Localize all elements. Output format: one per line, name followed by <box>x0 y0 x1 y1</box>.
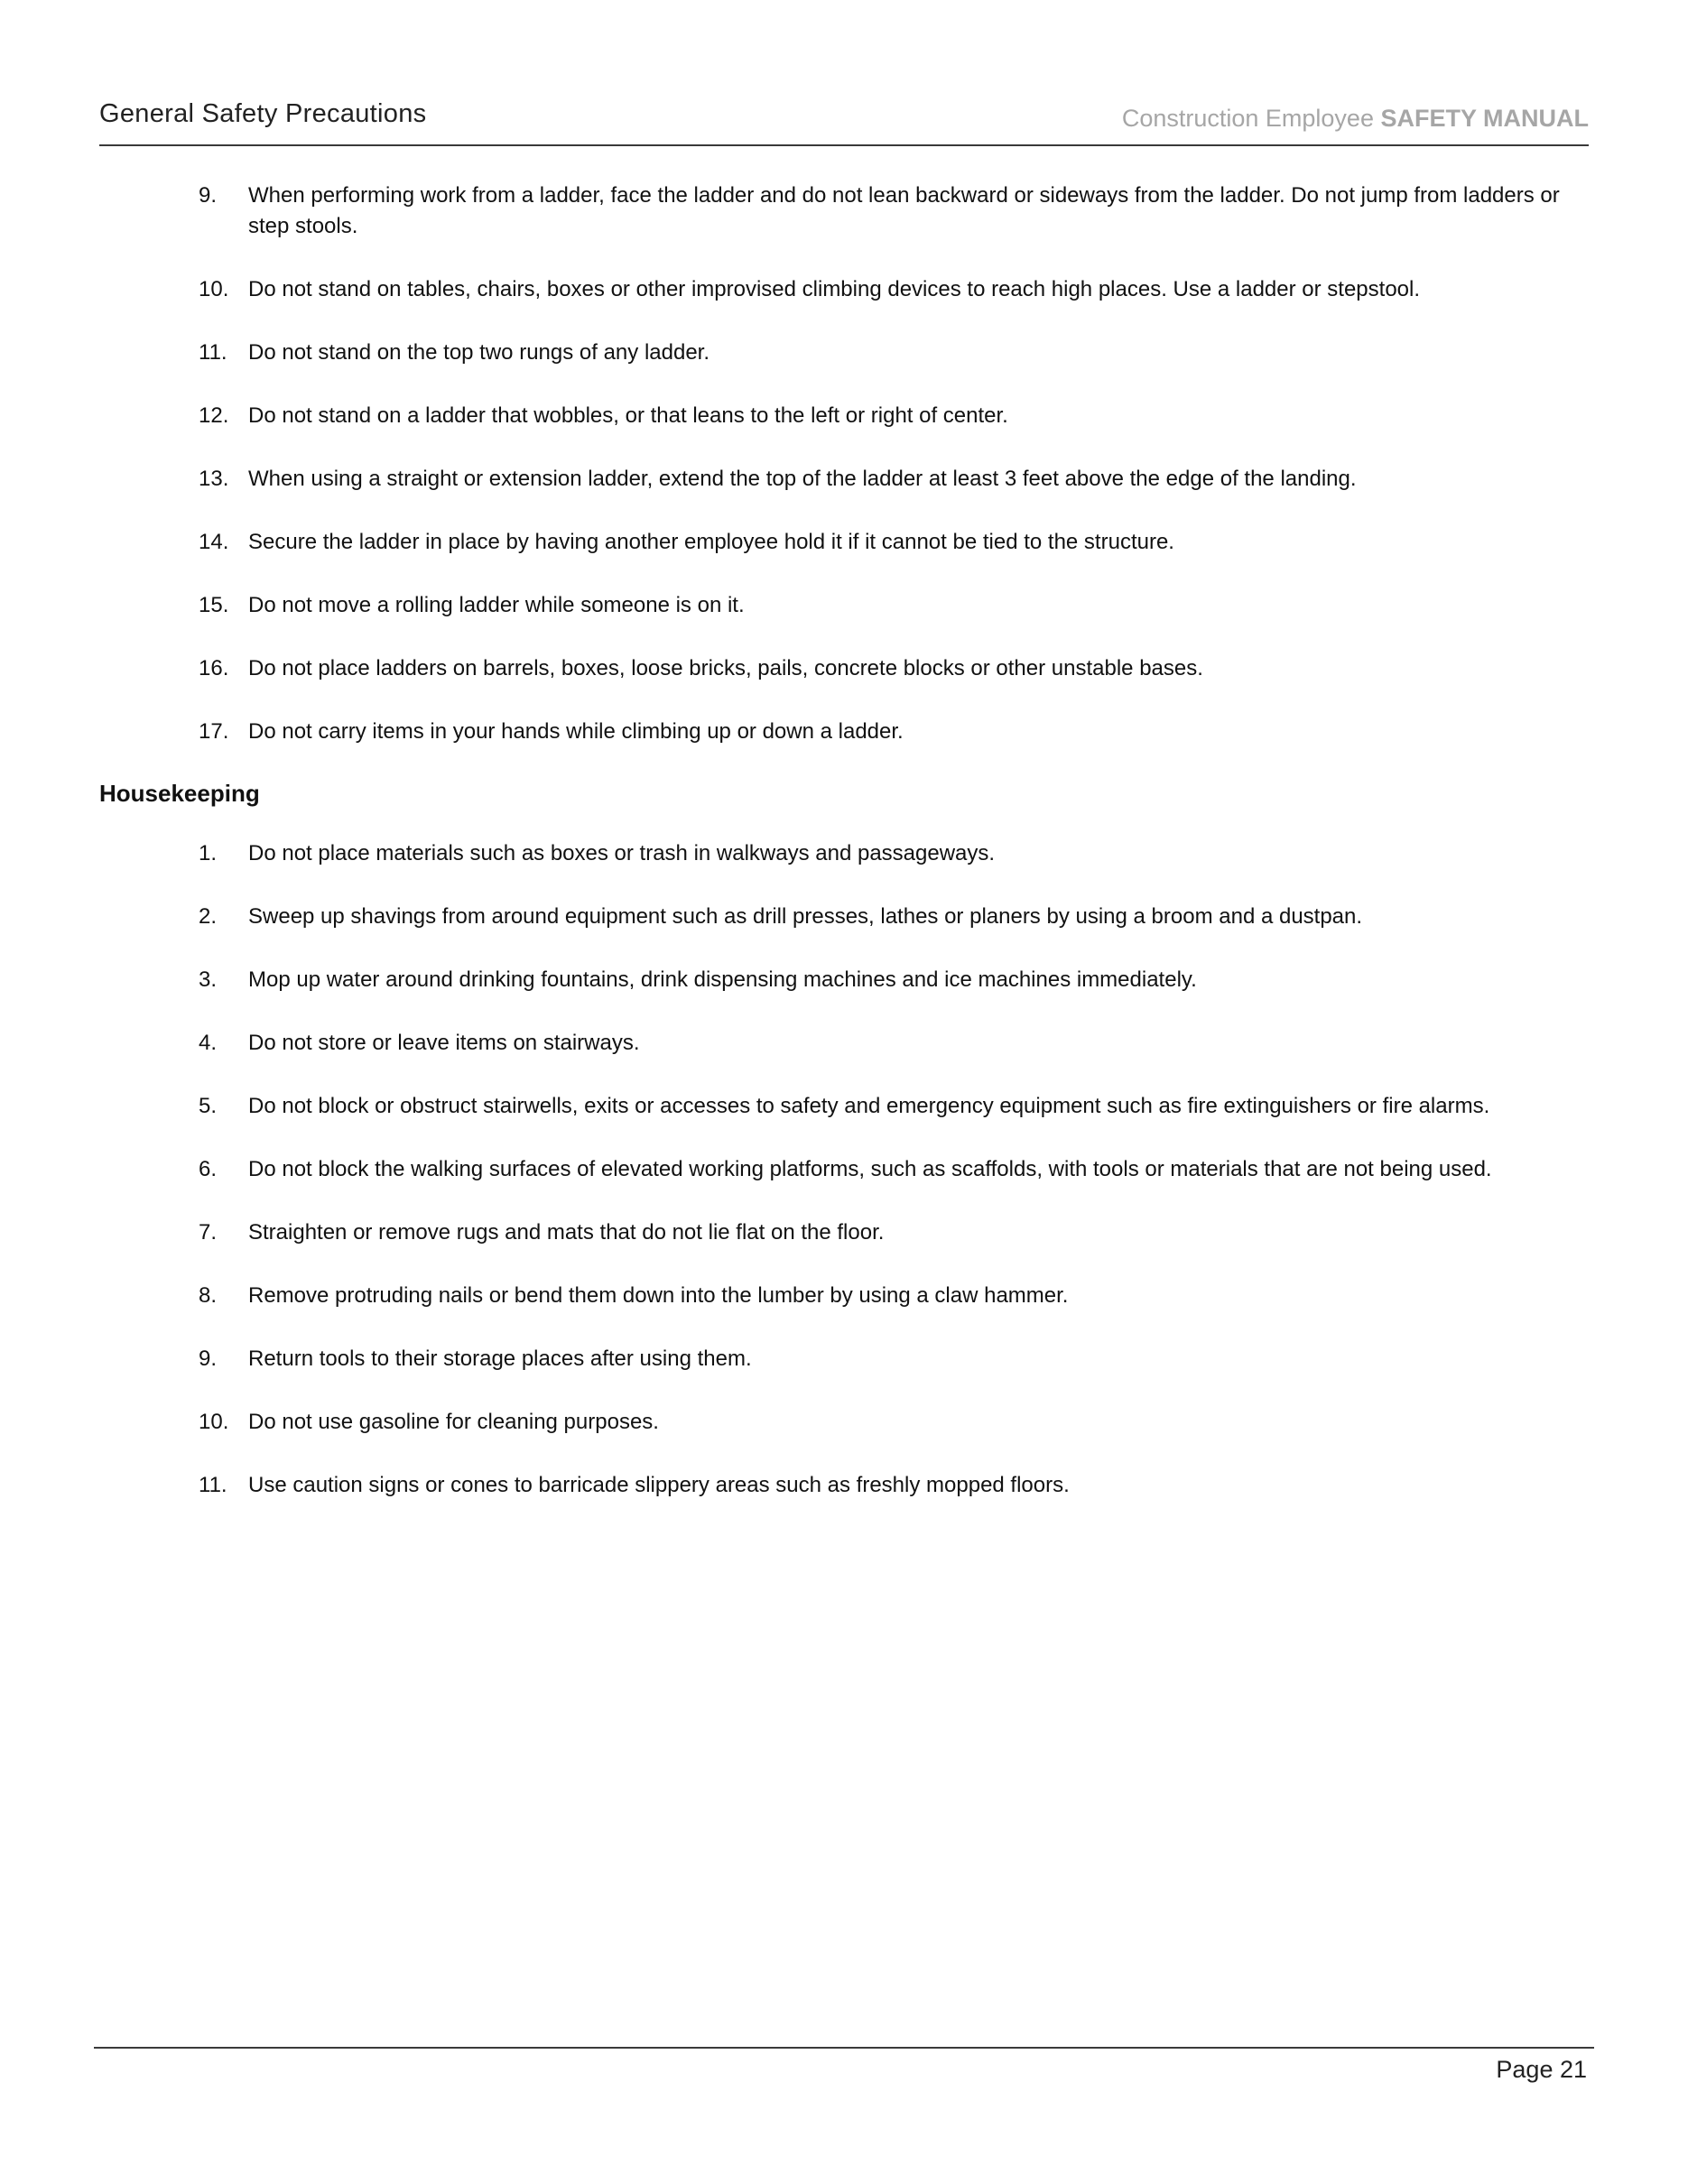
list-item <box>99 717 1589 747</box>
list-item <box>99 401 1589 431</box>
list-item <box>99 1217 1589 1248</box>
list-item-number: 10. <box>199 277 229 301</box>
page-content <box>99 180 1589 1533</box>
list-item <box>99 1028 1589 1059</box>
list-item-number: 14. <box>199 530 229 554</box>
list-item <box>99 1091 1589 1122</box>
list-item-text: Do not block the walking surfaces of elevated working platforms, such as scaffolds, with tools or materials that are not being used. <box>248 1157 1492 1181</box>
list-item-number: 11. <box>199 1473 227 1497</box>
list-item-number: 3. <box>199 967 218 992</box>
list-item-text: Do not place ladders on barrels, boxes, loose bricks, pails, concrete blocks or other unstable bases. <box>248 656 1203 680</box>
list-item-number: 4. <box>199 1031 218 1055</box>
list-item <box>99 274 1589 305</box>
ladder-safety-list <box>99 180 1589 747</box>
list-item-number: 7. <box>199 1220 218 1245</box>
list-item-text: When using a straight or extension ladder, extend the top of the ladder at least 3 feet above the edge of the landing. <box>248 467 1357 491</box>
page-number: Page 21 <box>1496 2056 1587 2083</box>
list-item-number: 8. <box>199 1283 218 1308</box>
list-item <box>99 464 1589 495</box>
list-item-text: Do not block or obstruct stairwells, exits or accesses to safety and emergency equipment such as fire extinguishers or fire alarms. <box>248 1094 1490 1118</box>
list-item-number: 17. <box>199 719 229 744</box>
list-item-text: Sweep up shavings from around equipment such as drill presses, lathes or planers by using a broom and a dustpan. <box>248 904 1363 929</box>
list-item-number: 13. <box>199 467 229 491</box>
list-item <box>99 902 1589 932</box>
list-item <box>99 1344 1589 1374</box>
list-item-number: 9. <box>199 1346 218 1371</box>
section-title: General Safety Precautions <box>99 99 427 128</box>
list-item <box>99 180 1589 242</box>
list-item-text: Do not place materials such as boxes or trash in walkways and passageways. <box>248 841 996 865</box>
list-item-number: 2. <box>199 904 218 929</box>
list-item-text: When performing work from a ladder, face the ladder and do not lean backward or sideways from the ladder. Do not jump from ladders or step stools. <box>248 183 1560 238</box>
list-item-text: Do not stand on tables, chairs, boxes or other improvised climbing devices to reach high places. Use a ladder or stepstool. <box>248 277 1421 301</box>
list-item-number: 6. <box>199 1157 218 1181</box>
list-item <box>99 590 1589 621</box>
housekeeping-heading: Housekeeping <box>99 780 260 807</box>
list-item-text: Do not stand on the top two rungs of any ladder. <box>248 340 710 365</box>
list-item <box>99 338 1589 368</box>
list-item <box>99 838 1589 869</box>
page-header <box>99 99 1589 146</box>
list-item-number: 10. <box>199 1410 229 1434</box>
manual-title-bold: SAFETY MANUAL <box>1380 105 1589 132</box>
list-item-number: 11. <box>199 340 227 365</box>
list-item <box>99 965 1589 995</box>
list-item-number: 9. <box>199 183 218 208</box>
list-item-number: 12. <box>199 403 229 428</box>
manual-title <box>1122 105 1589 133</box>
list-item-text: Do not use gasoline for cleaning purposes. <box>248 1410 659 1434</box>
list-item <box>99 1407 1589 1438</box>
list-item-text: Do not move a rolling ladder while someone is on it. <box>248 593 745 617</box>
list-item <box>99 653 1589 684</box>
list-item-text: Do not store or leave items on stairways. <box>248 1031 640 1055</box>
manual-title-light: Construction Employee <box>1121 105 1374 132</box>
list-item-number: 16. <box>199 656 229 680</box>
list-item-text: Mop up water around drinking fountains, drink dispensing machines and ice machines immediately. <box>248 967 1197 992</box>
list-item <box>99 1154 1589 1185</box>
list-item-text: Straighten or remove rugs and mats that do not lie flat on the floor. <box>248 1220 885 1245</box>
list-item-text: Remove protruding nails or bend them down into the lumber by using a claw hammer. <box>248 1283 1069 1308</box>
list-item-text: Use caution signs or cones to barricade slippery areas such as freshly mopped floors. <box>248 1473 1070 1497</box>
list-item-number: 5. <box>199 1094 218 1118</box>
page-footer <box>94 2047 1594 2083</box>
list-item-text: Do not stand on a ladder that wobbles, or that leans to the left or right of center. <box>248 403 1008 428</box>
list-item <box>99 1470 1589 1501</box>
list-item-text: Do not carry items in your hands while climbing up or down a ladder. <box>248 719 904 744</box>
housekeeping-list <box>99 838 1589 1501</box>
list-item-number: 1. <box>199 841 218 865</box>
list-item <box>99 1281 1589 1311</box>
list-item-number: 15. <box>199 593 229 617</box>
list-item-text: Secure the ladder in place by having another employee hold it if it cannot be tied to the structure. <box>248 530 1174 554</box>
list-item <box>99 527 1589 558</box>
list-item-text: Return tools to their storage places after using them. <box>248 1346 752 1371</box>
